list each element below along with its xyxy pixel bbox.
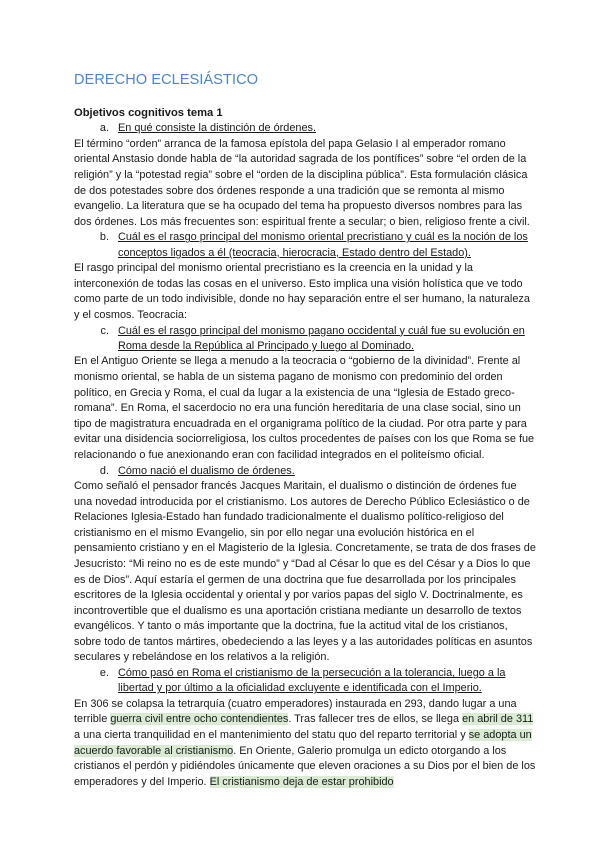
question-label: c. [100, 324, 109, 337]
question-text: En qué consiste la distinción de órdenes. [118, 122, 316, 135]
answer-segment: . En Oriente, Galerio promulga un edicto otorgando a los cristianos el perdón y pidiéndoles únicamente que eleven oraciones a su Dios por el bien de los emperadores y del Imperio. [74, 744, 536, 788]
answer-segment: . Tras fallecer tres de ellos, se llega [288, 713, 463, 726]
question-b [74, 230, 536, 261]
question-label: e. [99, 667, 109, 680]
question-text: Cuál es el rasgo principal del monismo oriental precristiano y cuál es la noción de los conceptos ligados a él (teocracia, hierocracia, Estado dentro del Estado). [118, 231, 528, 259]
highlighted-segment: guerra civil entre ocho contendientes [110, 713, 289, 726]
answer-c: En el Antiguo Oriente se llega a menudo a la teocracia o “gobierno de la divinidad”. Frente al monismo oriental, se habla de un sistema pagano de monismo con predominio del orden político, en Grecia y Roma, el cual da lugar a la existencia de una “Iglesia de Estado greco-romana”. En Roma, el sacerdocio no era una función hereditaria de una clase social, sino un tipo de magistratura encuadrada en el organigrama político de la ciudad. Por otra parte y para evitar una disidencia sociorreligiosa, los cultos procedentes de países con los que Roma se fue relacionando o fue anexionando eran con facilidad integrados en el politeísmo oficial. [74, 355, 535, 461]
question-text: Cómo nació el dualismo de órdenes. [118, 464, 295, 477]
question-e [74, 666, 536, 697]
question-label: a. [99, 122, 109, 135]
document-title: DERECHO ECLESIÁSTICO [74, 72, 259, 88]
section-heading: Objetivos cognitivos tema 1 [74, 107, 223, 119]
answer-d: Como señaló el pensador francés Jacques Maritain, el dualismo o distinción de órdenes fue una novedad introducida por el cristianismo. Los autores de Derecho Público Eclesiástico o de Relaciones Iglesia-Estado han fundado tradicionalmente el dualismo político-religioso del cristianismo en el mismo Evangelio, sin por ello negar una evolución histórica en el pensamiento cristiano y en el Magisterio de la Iglesia. Concretamente, se trata de dos frases de Jesucristo: “Mi reino no es de este mundo” y “Dad al César lo que es del César y a Dios lo que es de Dios”. Aquí estaría el germen de una doctrina que fue desarrollada por los principales escritores de la Iglesia occidental y oriental y por varios papas del siglo V. Doctrinalmente, es incontrovertible que el dualismo es una aportación cristiana mediante un desarrollo de textos evangélicos. Y tanto o más importante que la doctrina, fue la actitud vital de los cristianos, sobre todo de tantos mártires, obedeciendo a las leyes y a las autoridades políticas en asuntos seculares y rebelándose en los relativos a la religión. [74, 479, 536, 664]
answer-a: El término “orden” arranca de la famosa epístola del papa Gelasio I al emperador romano oriental Anstasio donde habla de “la autoridad sagrada de los pontífices” sobre “el orden de la religión” y la “potestad regia” sobre el “orden de la disciplina pública”. Esta formulación clásica de dos potestades sobre dos órdenes responde a una tradición que se remonta al mismo evangelio. La literatura que se ha ocupado del tema ha propuesto diversos nombres para las dos órdenes. Los más frecuentes son: espiritual frente a secular; o bien, religioso frente a civil. [74, 137, 530, 228]
question-text: Cómo pasó en Roma el cristianismo de la persecución a la tolerancia, luego a la libertad y por último a la oficialidad excluyente e identificada con el Imperio. [118, 667, 506, 695]
answer-b: El rasgo principal del monismo oriental precristiano es la creencia en la unidad y la interconexión de todas las cosas en el universo. Esto implica una visión holística que ve todo como parte de un todo indivisible, donde no hay separación entre el ser humano, la naturaleza y el cosmos. Teocracia: [74, 262, 530, 321]
highlighted-segment: El cristianismo deja de estar prohibido [209, 775, 394, 788]
question-a [74, 121, 536, 136]
highlighted-segment: en abril de 311 [462, 713, 534, 726]
highlighted-segment: se adopta un acuerdo favorable al cristianismo [74, 729, 532, 757]
question-label: d. [99, 464, 109, 477]
question-c [74, 324, 536, 355]
answer-e [74, 697, 536, 791]
question-d [74, 464, 536, 479]
question-text: Cuál es el rasgo principal del monismo pagano occidental y cuál fue su evolución en Roma desde la República al Principado y luego al Dominado. [118, 324, 525, 352]
answer-segment: a una cierta tranquilidad en el mantenimiento del statu quo del reparto territorial y [74, 729, 469, 742]
question-label: b. [99, 231, 109, 244]
answer-segment: En 306 se colapsa la tetrarquía (cuatro emperadores) instaurada en 293, dando lugar a una terrible [74, 697, 517, 726]
